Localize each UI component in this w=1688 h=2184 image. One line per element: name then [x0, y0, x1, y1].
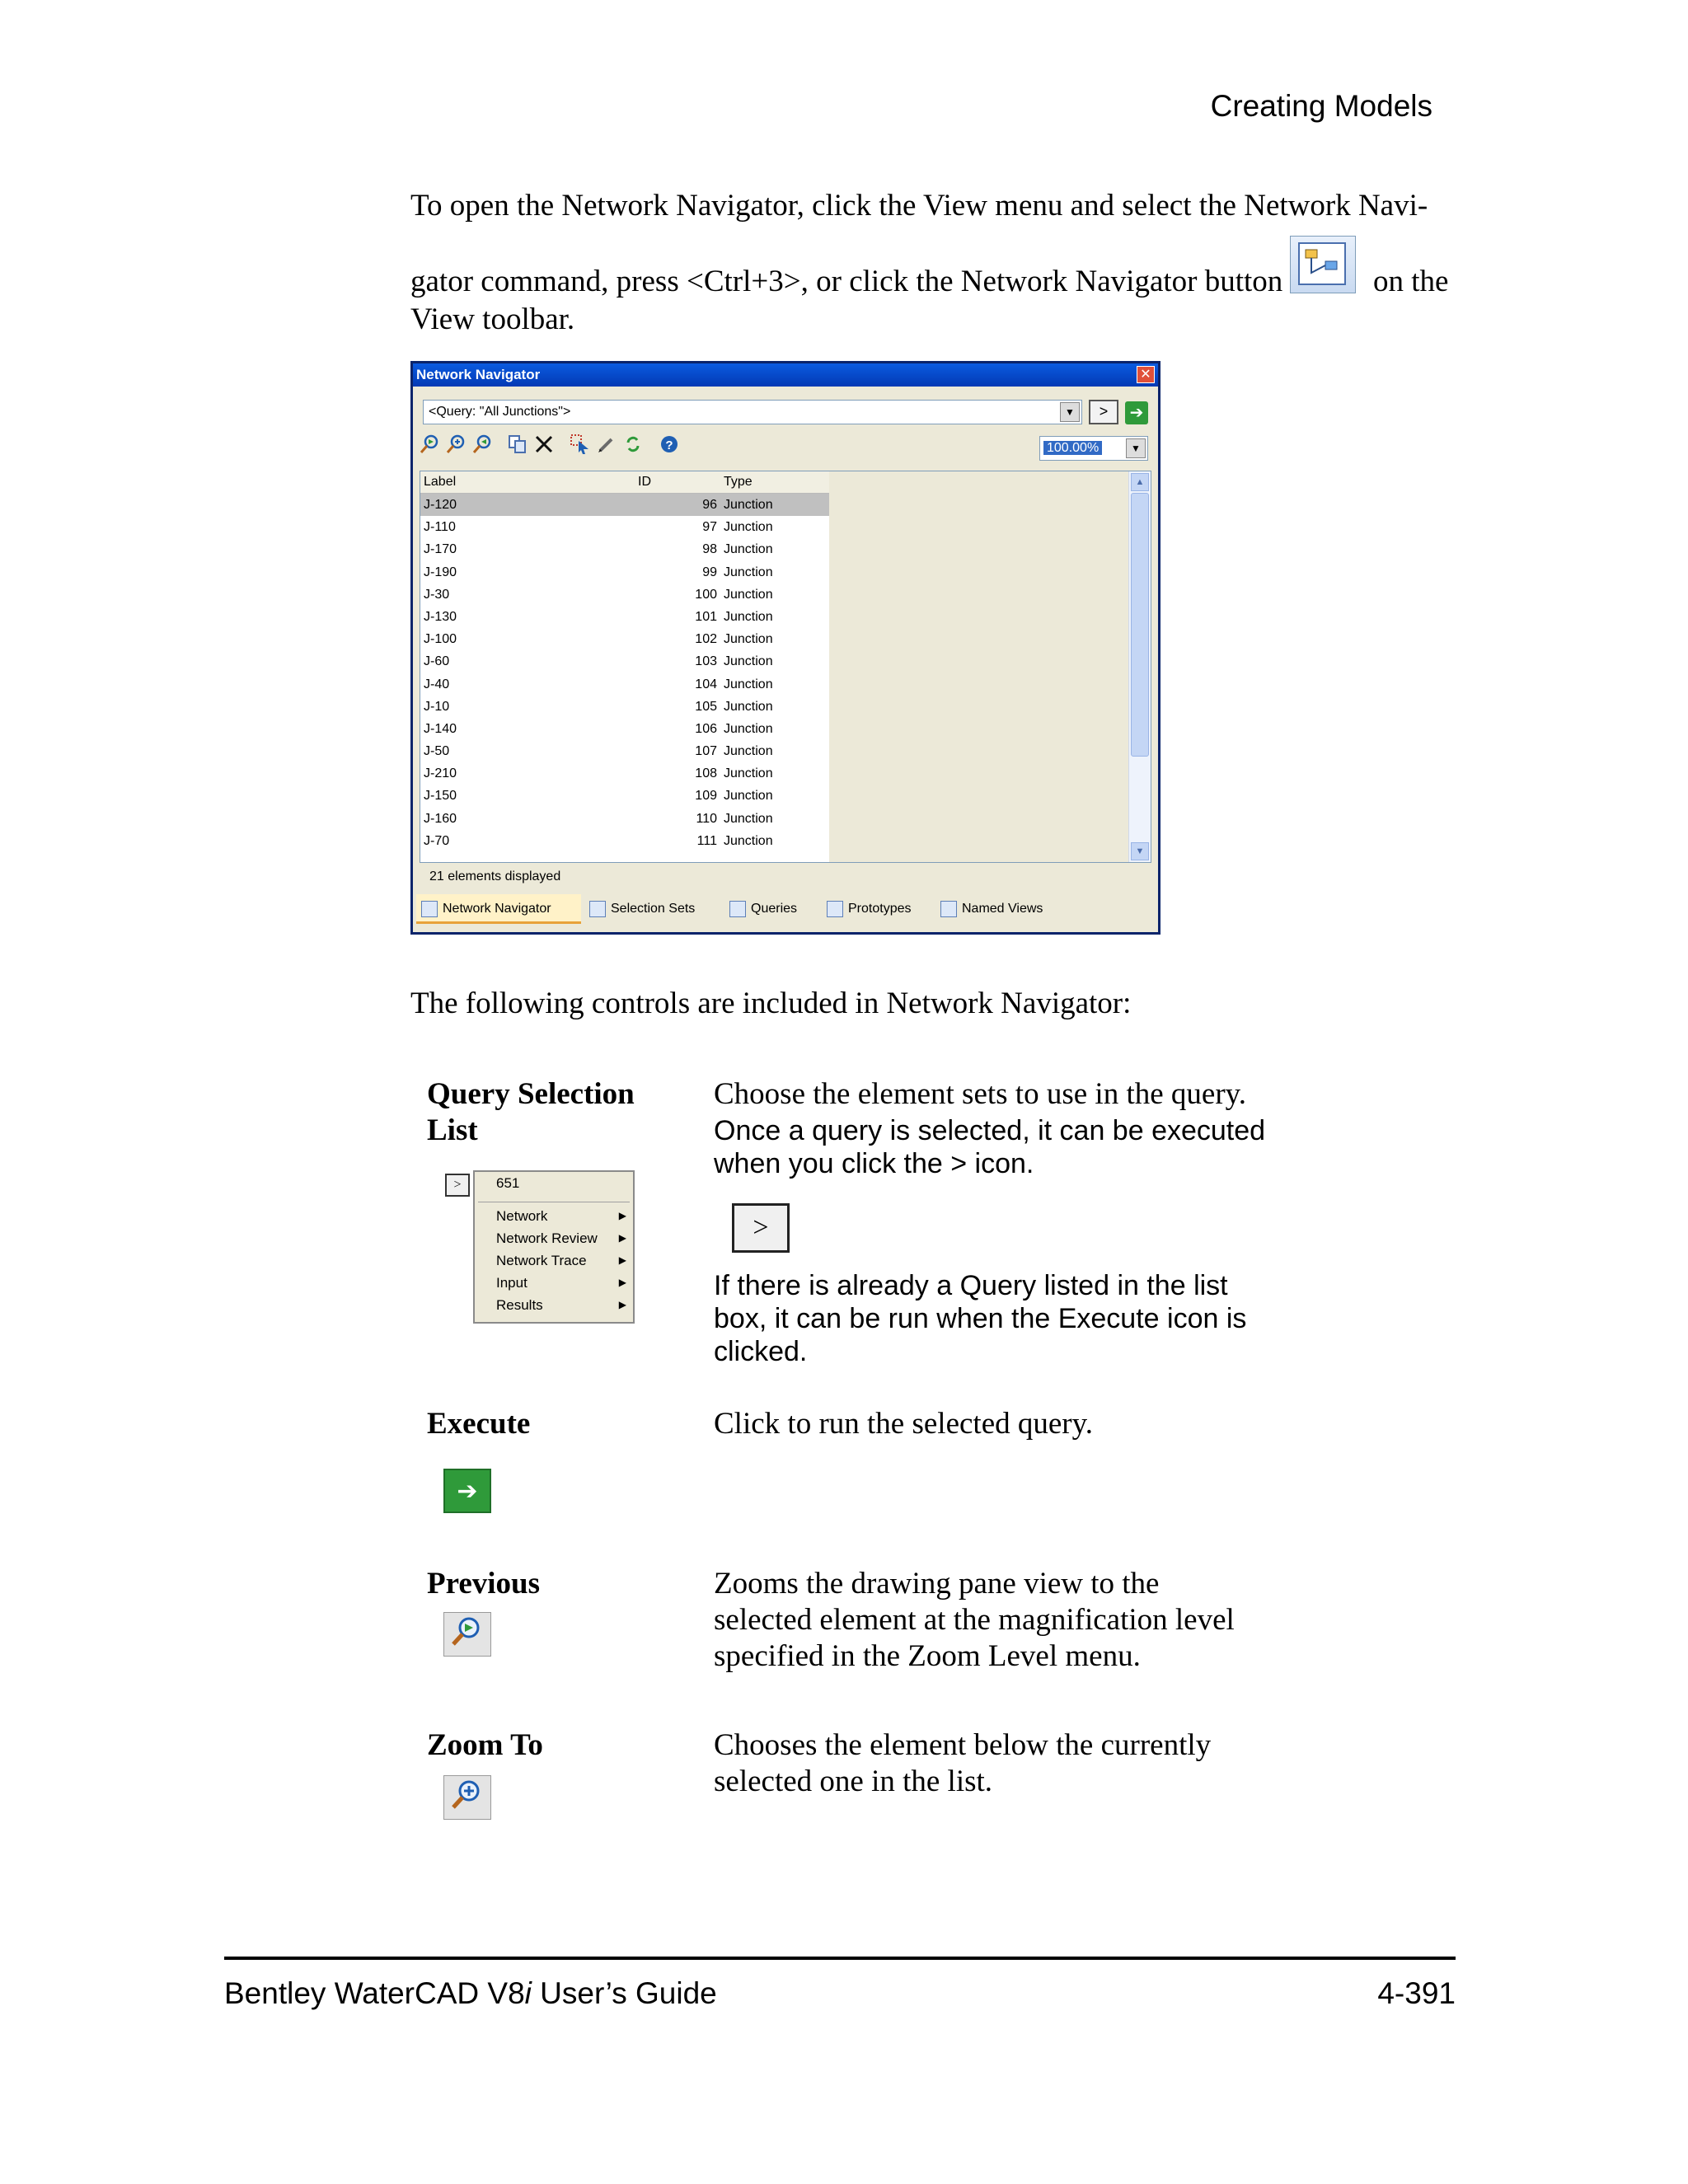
cell-type: Junction	[724, 677, 773, 691]
run-query-large-icon: >	[732, 1203, 790, 1253]
chevron-right-icon: ▶	[618, 1277, 626, 1288]
query-selection-list[interactable]	[423, 400, 1082, 424]
cell-label: J-60	[424, 654, 450, 669]
cell-type: Junction	[724, 632, 773, 647]
desc-query-3: when you click the > icon.	[714, 1148, 1034, 1179]
intro-line-2-right: on the	[1373, 265, 1449, 298]
cell-type: Junction	[724, 542, 773, 557]
zoom-level-select[interactable]	[1039, 436, 1148, 461]
column-header-id[interactable]: ID	[638, 475, 651, 489]
element-list	[420, 471, 1151, 863]
query-value: <Query: "All Junctions">	[429, 405, 571, 419]
chevron-down-icon[interactable]: ▼	[1131, 842, 1149, 860]
cell-type: Junction	[724, 721, 773, 736]
run-query-button[interactable]: >	[1089, 400, 1118, 424]
column-header-type[interactable]: Type	[724, 475, 753, 489]
previous-icon[interactable]	[418, 433, 443, 462]
navigator-tabs	[416, 893, 1155, 926]
intro-line-1: To open the Network Navigator, click the View menu and select the Network Navi-	[410, 189, 1428, 223]
column-header-label[interactable]: Label	[424, 475, 457, 489]
cell-type: Junction	[724, 565, 773, 579]
cell-id: 102	[695, 632, 717, 647]
chevron-down-icon[interactable]: ▼	[1126, 438, 1146, 458]
table-row[interactable]	[420, 494, 829, 516]
list-body	[420, 471, 829, 862]
cell-id: 108	[695, 766, 717, 781]
tab-queries[interactable]	[724, 894, 818, 924]
tab-label: Prototypes	[848, 902, 912, 916]
table-row[interactable]	[420, 628, 829, 650]
cell-label: J-110	[424, 520, 456, 535]
table-row[interactable]	[420, 606, 829, 628]
cell-label: J-140	[424, 721, 457, 736]
close-icon[interactable]: ✕	[1137, 366, 1155, 383]
table-row[interactable]	[420, 583, 829, 606]
cell-label: J-210	[424, 766, 457, 781]
running-header: Creating Models	[1210, 89, 1432, 123]
chevron-down-icon[interactable]: ▼	[1060, 402, 1080, 422]
table-row[interactable]	[420, 808, 829, 830]
cell-type: Junction	[724, 699, 773, 714]
selection-sets-icon	[589, 901, 606, 917]
cell-id: 103	[695, 654, 717, 669]
table-row[interactable]	[420, 516, 829, 538]
cell-id: 96	[702, 498, 717, 512]
menu-header: 651	[496, 1175, 520, 1191]
prototypes-icon	[827, 901, 843, 917]
footer-title-post: User’s Guide	[531, 1976, 717, 2010]
desc-query-2: Once a query is selected, it can be executed	[714, 1115, 1266, 1146]
cell-id: 106	[695, 721, 717, 736]
cell-type: Junction	[724, 744, 773, 759]
table-row[interactable]	[420, 830, 829, 852]
table-row[interactable]	[420, 740, 829, 762]
tab-label: Network Navigator	[443, 902, 551, 916]
cell-type: Junction	[724, 520, 773, 535]
cell-label: J-30	[424, 587, 450, 602]
menu-item-input[interactable]: Input	[496, 1275, 528, 1291]
cell-id: 101	[695, 609, 717, 624]
footer-title-pre: Bentley WaterCAD V8	[224, 1976, 525, 2010]
cell-id: 104	[695, 677, 717, 691]
cell-type: Junction	[724, 789, 773, 804]
rows	[420, 494, 829, 852]
svg-text:?: ?	[665, 438, 673, 452]
cell-label: J-190	[424, 565, 457, 579]
menu-item-network-review[interactable]: Network Review	[496, 1230, 598, 1246]
copy-icon[interactable]	[505, 433, 530, 462]
cell-id: 97	[702, 520, 717, 535]
run-query-small-icon: >	[445, 1174, 470, 1197]
queries-icon	[729, 901, 746, 917]
help-icon[interactable]	[657, 433, 682, 462]
window-title: Network Navigator	[413, 363, 1158, 387]
query-menu	[473, 1170, 635, 1324]
desc-previous-1: Zooms the drawing pane view to the	[714, 1567, 1160, 1601]
cell-label: J-120	[424, 498, 457, 512]
pencil-icon[interactable]	[594, 433, 619, 462]
table-row[interactable]	[420, 538, 829, 560]
desc-execute: Click to run the selected query.	[714, 1407, 1093, 1441]
tab-prototypes[interactable]	[822, 894, 932, 924]
desc-query-1: Choose the element sets to use in the query.	[714, 1077, 1246, 1111]
term-query-selection-1: Query Selection	[427, 1077, 635, 1111]
zoom-to-icon	[443, 1775, 491, 1820]
table-row[interactable]	[420, 785, 829, 807]
chevron-right-icon: ▶	[618, 1299, 626, 1310]
cell-label: J-160	[424, 811, 457, 826]
desc-query-extra-2: box, it can be run when the Execute icon is	[714, 1303, 1247, 1334]
cell-id: 107	[695, 744, 717, 759]
execute-icon: ➔	[443, 1469, 491, 1513]
execute-button[interactable]: ➔	[1125, 401, 1148, 424]
network-navigator-button-icon	[1290, 236, 1356, 293]
table-row[interactable]	[420, 696, 829, 718]
desc-previous-2: selected element at the magnification level	[714, 1603, 1235, 1637]
vertical-scrollbar[interactable]	[1128, 471, 1151, 862]
cell-id: 111	[696, 833, 717, 848]
chevron-up-icon[interactable]: ▲	[1131, 473, 1149, 491]
table-row[interactable]	[420, 650, 829, 673]
desc-query-extra-3: clicked.	[714, 1336, 808, 1367]
cell-id: 99	[702, 565, 717, 579]
chevron-right-icon: ▶	[618, 1210, 626, 1221]
cell-type: Junction	[724, 654, 773, 669]
cell-type: Junction	[724, 833, 773, 848]
desc-zoomto-1: Chooses the element below the currently	[714, 1728, 1212, 1762]
select-in-drawing-icon[interactable]	[568, 433, 593, 462]
column-headers	[420, 471, 829, 494]
status-text: 21 elements displayed	[429, 869, 561, 883]
page-number: 4-391	[1377, 1976, 1456, 2010]
desc-previous-3: specified in the Zoom Level menu.	[714, 1639, 1141, 1673]
named-views-icon	[940, 901, 957, 917]
desc-zoomto-2: selected one in the list.	[714, 1765, 993, 1798]
term-zoom-to: Zoom To	[427, 1728, 543, 1762]
cell-label: J-130	[424, 609, 457, 624]
cell-type: Junction	[724, 766, 773, 781]
tab-label: Selection Sets	[611, 902, 696, 916]
refresh-icon[interactable]	[621, 433, 645, 462]
cell-label: J-100	[424, 632, 457, 647]
network-navigator-icon	[421, 901, 438, 917]
cell-type: Junction	[724, 587, 773, 602]
cell-label: J-150	[424, 789, 457, 804]
cell-id: 105	[695, 699, 717, 714]
intro-line-3: View toolbar.	[410, 302, 575, 336]
footer-title	[224, 1976, 717, 2011]
network-navigator-window	[410, 361, 1160, 935]
cell-id: 110	[696, 811, 717, 826]
delete-icon[interactable]	[532, 433, 556, 462]
cell-label: J-70	[424, 833, 450, 848]
chevron-right-icon: ▶	[618, 1254, 626, 1266]
following-intro: The following controls are included in Network Navigator:	[410, 987, 1132, 1020]
desc-query-extra-1: If there is already a Query listed in the list	[714, 1270, 1228, 1301]
tab-label: Queries	[751, 902, 798, 916]
tab-named-views[interactable]	[935, 894, 1071, 924]
term-execute: Execute	[427, 1407, 531, 1441]
cell-id: 109	[695, 789, 717, 804]
menu-item-network[interactable]: Network	[496, 1208, 548, 1224]
zoom-to-icon[interactable]	[444, 433, 469, 462]
menu-item-network-trace[interactable]: Network Trace	[496, 1253, 587, 1268]
scrollbar-thumb[interactable]	[1131, 493, 1149, 757]
next-icon[interactable]	[471, 433, 495, 462]
cell-id: 100	[695, 587, 717, 602]
table-row[interactable]	[420, 673, 829, 696]
tab-selection-sets[interactable]	[584, 894, 721, 924]
term-previous: Previous	[427, 1567, 541, 1601]
zoom-level-value: 100.00%	[1043, 441, 1102, 455]
table-row[interactable]	[420, 762, 829, 785]
chevron-right-icon: ▶	[618, 1232, 626, 1244]
cell-type: Junction	[724, 498, 773, 512]
cell-type: Junction	[724, 811, 773, 826]
tab-label: Named Views	[962, 902, 1043, 916]
cell-label: J-40	[424, 677, 450, 691]
footer-rule	[224, 1957, 1456, 1960]
previous-icon	[443, 1612, 491, 1657]
menu-item-results[interactable]: Results	[496, 1297, 543, 1313]
cell-label: J-10	[424, 699, 450, 714]
table-row[interactable]	[420, 561, 829, 583]
cell-type: Junction	[724, 609, 773, 624]
cell-label: J-170	[424, 542, 457, 557]
intro-line-2-left: gator command, press <Ctrl+3>, or click the Network Navigator button	[410, 265, 1283, 298]
tab-network-navigator[interactable]	[416, 894, 581, 924]
cell-label: J-50	[424, 744, 450, 759]
table-row[interactable]	[420, 718, 829, 740]
cell-id: 98	[702, 542, 717, 557]
footer-title-italic: i	[524, 1976, 532, 2010]
term-query-selection-2: List	[427, 1113, 478, 1147]
